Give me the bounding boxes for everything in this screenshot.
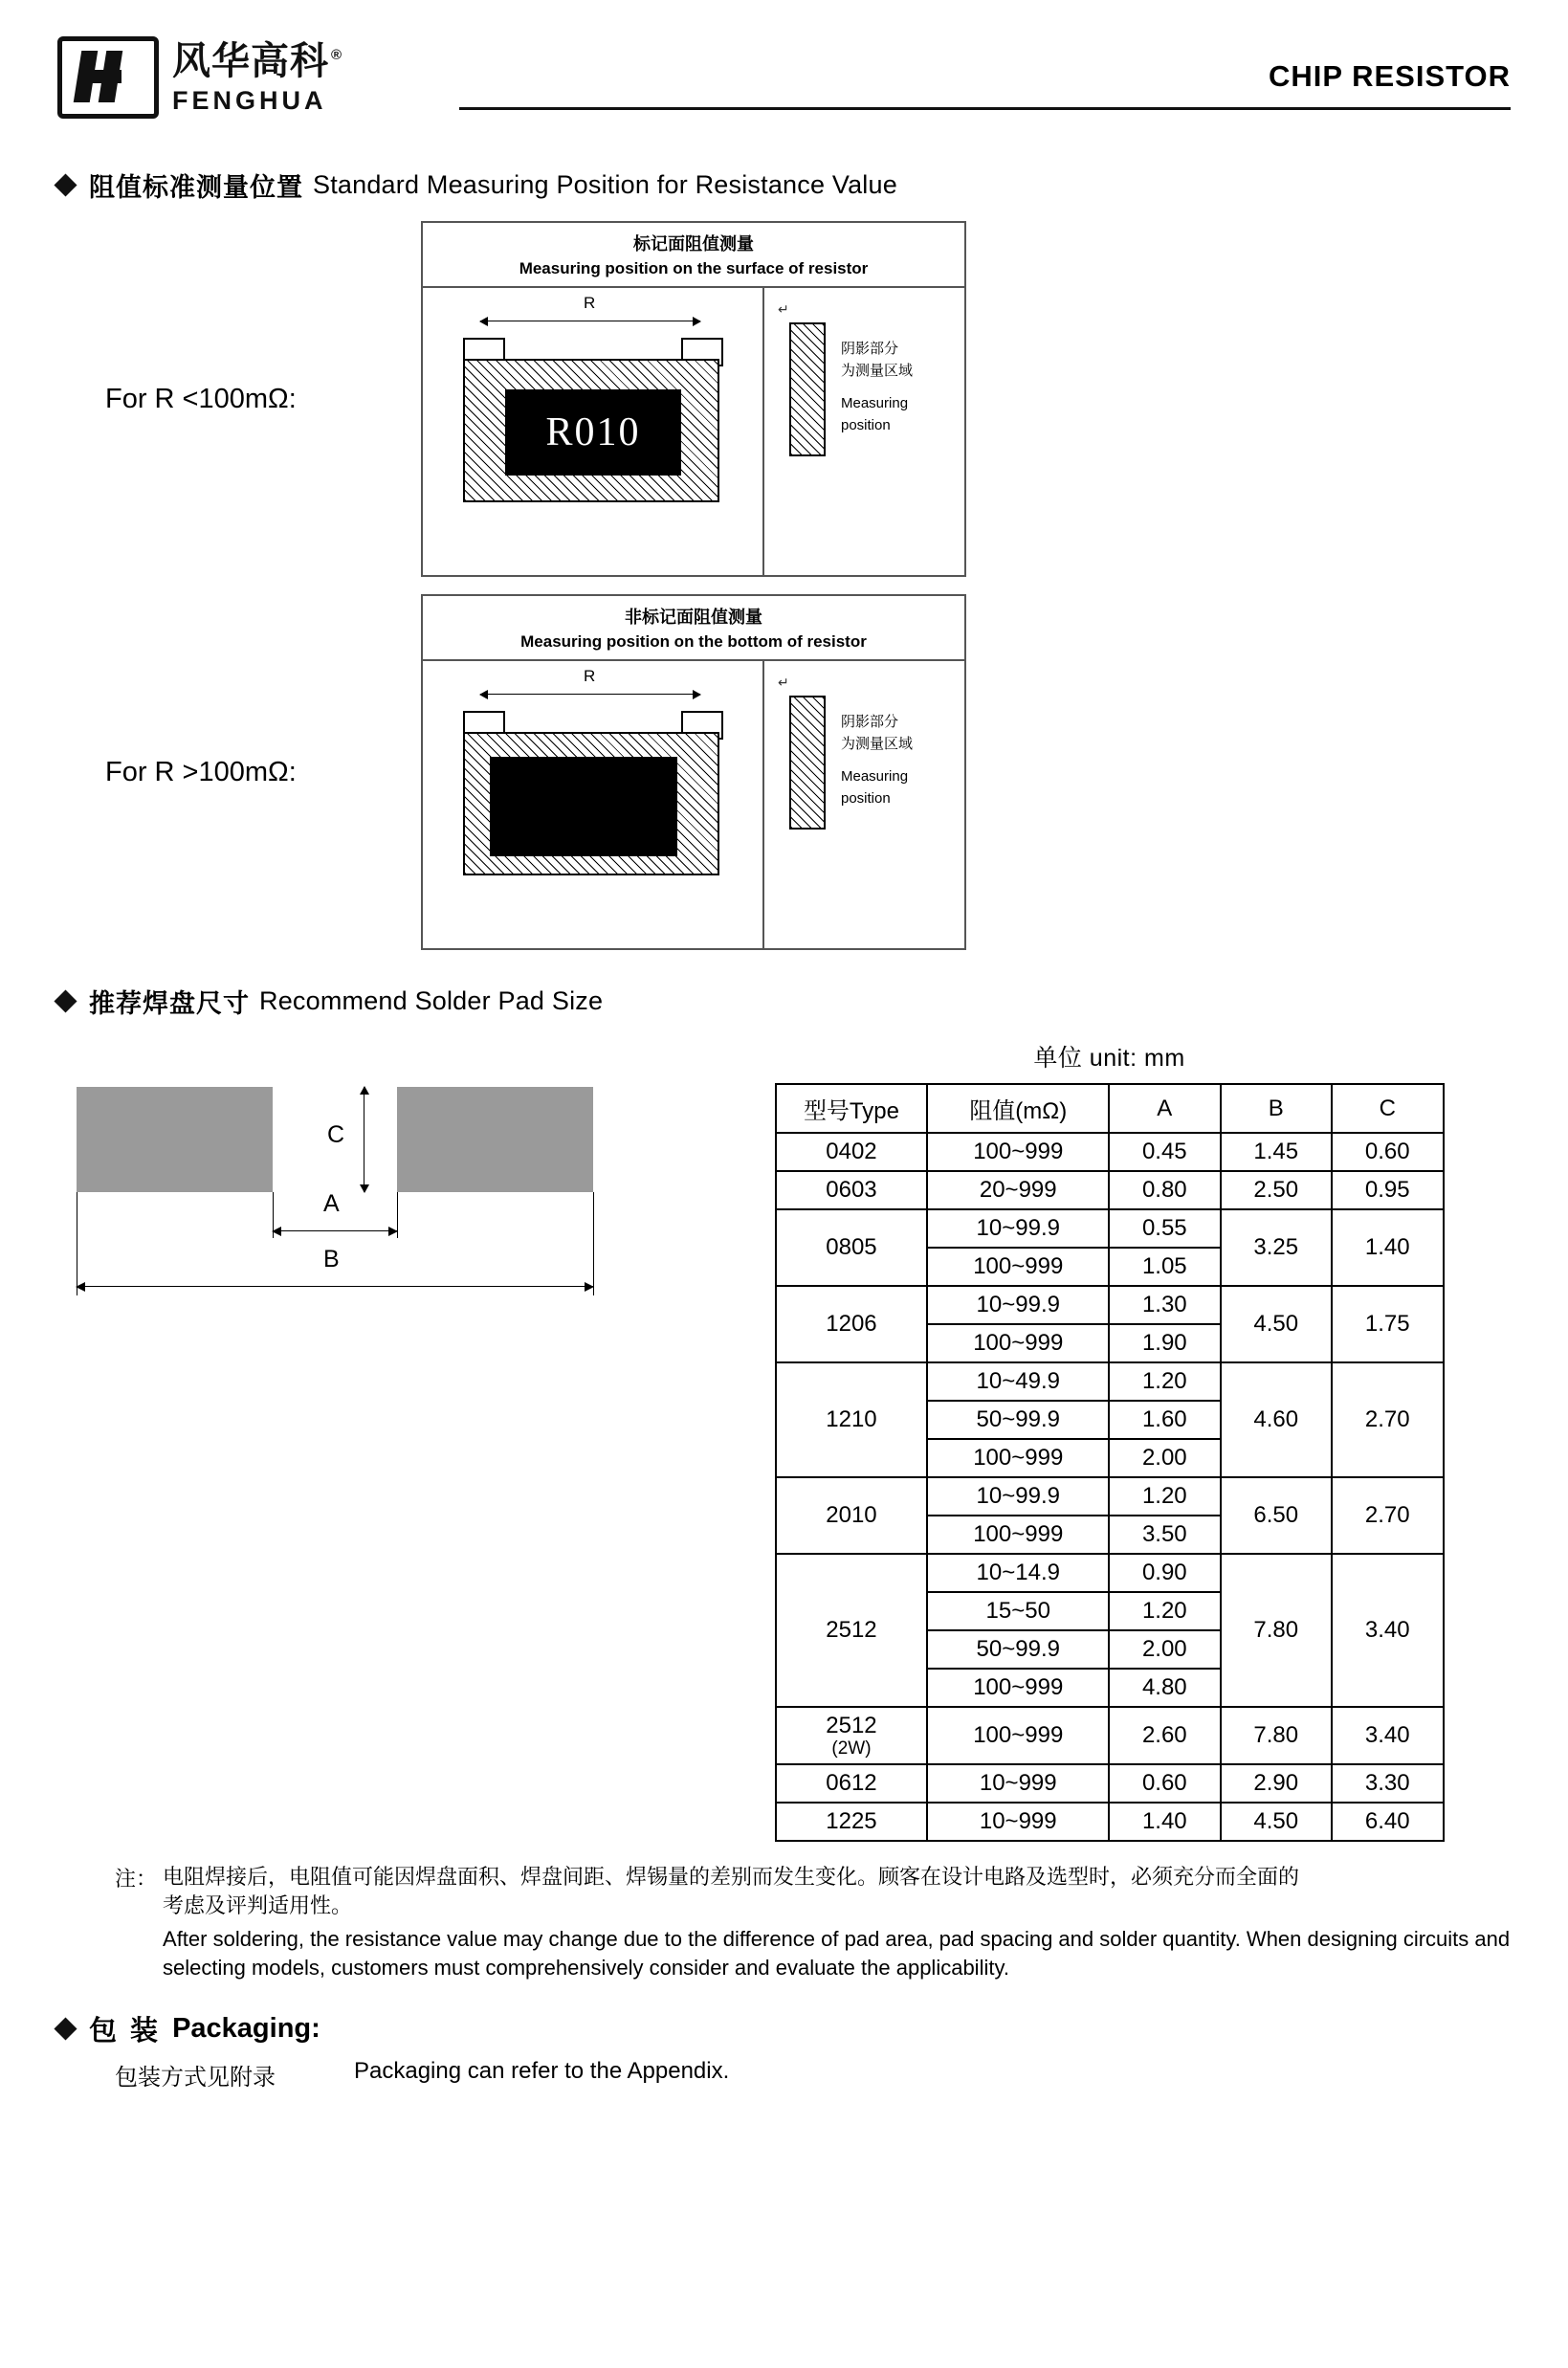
table-row bbox=[776, 1171, 1444, 1209]
section1-title-cn: 阻值标准测量位置 bbox=[89, 173, 303, 202]
cell-resistance: 100~999 bbox=[927, 1324, 1109, 1362]
figure-title-en-2: Measuring position on the bottom of resistor bbox=[423, 631, 964, 661]
column-header-resistance: 阻值(mΩ) bbox=[927, 1084, 1109, 1133]
cell-b: 2.50 bbox=[1221, 1171, 1332, 1209]
legend-cn-line2: 为测量区域 bbox=[841, 363, 914, 380]
table-row bbox=[776, 1133, 1444, 1171]
cell-a: 2.00 bbox=[1109, 1439, 1220, 1477]
cell-b: 6.50 bbox=[1221, 1477, 1332, 1554]
cell-resistance: 15~50 bbox=[927, 1592, 1109, 1630]
diamond-bullet-icon-3 bbox=[54, 2018, 77, 2041]
cell-resistance: 100~999 bbox=[927, 1669, 1109, 1707]
section-heading-measuring-position bbox=[57, 166, 1511, 204]
notes-cn-line2: 考虑及评判适用性。 bbox=[163, 1893, 353, 1918]
cell-type: 2512 bbox=[776, 1554, 928, 1707]
cell-a: 1.20 bbox=[1109, 1592, 1220, 1630]
cell-a: 0.90 bbox=[1109, 1554, 1220, 1592]
measuring-figure-surface bbox=[421, 221, 966, 577]
figure-title-cn-2: 非标记面阻值测量 bbox=[625, 608, 762, 627]
notes-label: 注： bbox=[115, 1866, 158, 1891]
cell-resistance: 10~999 bbox=[927, 1764, 1109, 1803]
table-header-row bbox=[776, 1084, 1444, 1133]
table-row bbox=[776, 1554, 1444, 1592]
cell-resistance: 10~99.9 bbox=[927, 1286, 1109, 1324]
cell-b: 1.45 bbox=[1221, 1133, 1332, 1171]
cell-resistance: 10~99.9 bbox=[927, 1209, 1109, 1248]
measuring-area-hatch-2 bbox=[463, 732, 719, 875]
page-header bbox=[57, 0, 1511, 134]
cell-a: 0.45 bbox=[1109, 1133, 1220, 1171]
dimension-c-label: C bbox=[327, 1121, 345, 1148]
cell-resistance: 10~49.9 bbox=[927, 1362, 1109, 1401]
solder-pad-table bbox=[775, 1083, 1445, 1842]
dimension-a-arrow bbox=[273, 1230, 397, 1231]
cell-b: 4.50 bbox=[1221, 1803, 1332, 1841]
dimension-b-arrow bbox=[77, 1286, 593, 1287]
column-header-type: 型号Type bbox=[776, 1084, 928, 1133]
cell-c: 0.95 bbox=[1332, 1171, 1444, 1209]
cell-resistance: 100~999 bbox=[927, 1439, 1109, 1477]
return-mark-icon-2: ↵ bbox=[778, 675, 789, 690]
cell-c: 3.40 bbox=[1332, 1554, 1444, 1707]
cell-type: 1206 bbox=[776, 1286, 928, 1362]
measuring-case-low-label: For R <100mΩ: bbox=[105, 383, 297, 414]
cell-type: 2010 bbox=[776, 1477, 928, 1554]
packaging-note bbox=[57, 2058, 1511, 2091]
cell-resistance: 10~999 bbox=[927, 1803, 1109, 1841]
section2-title-en: Recommend Solder Pad Size bbox=[259, 986, 604, 1015]
packaging-title-en: Packaging: bbox=[172, 2013, 320, 2045]
figure-resistor-drawing bbox=[423, 288, 764, 575]
registered-trademark-icon: ® bbox=[331, 47, 343, 64]
cell-resistance: 20~999 bbox=[927, 1171, 1109, 1209]
section1-title-en: Standard Measuring Position for Resistance Value bbox=[313, 170, 897, 199]
column-header-b: B bbox=[1221, 1084, 1332, 1133]
logo-company-cn: 风华高科 bbox=[172, 39, 329, 82]
packaging-note-cn: 包装方式见附录 bbox=[115, 2065, 276, 2091]
header-title: CHIP RESISTOR bbox=[1268, 59, 1511, 93]
cell-b: 3.25 bbox=[1221, 1209, 1332, 1286]
cell-a: 1.90 bbox=[1109, 1324, 1220, 1362]
cell-c: 2.70 bbox=[1332, 1477, 1444, 1554]
cell-resistance: 100~999 bbox=[927, 1707, 1109, 1764]
solder-pad-content bbox=[57, 1029, 1511, 1842]
r-dimension-label-2: R bbox=[584, 667, 596, 685]
table-row bbox=[776, 1362, 1444, 1401]
measuring-area-hatch bbox=[463, 359, 719, 502]
cell-resistance: 50~99.9 bbox=[927, 1630, 1109, 1669]
cell-a: 0.60 bbox=[1109, 1764, 1220, 1803]
cell-type: 0402 bbox=[776, 1133, 928, 1171]
cell-a: 1.40 bbox=[1109, 1803, 1220, 1841]
cell-b: 7.80 bbox=[1221, 1554, 1332, 1707]
measuring-figure-bottom bbox=[421, 594, 966, 950]
table-row bbox=[776, 1707, 1444, 1764]
cell-a: 2.00 bbox=[1109, 1630, 1220, 1669]
legend-cn-line2-2: 为测量区域 bbox=[841, 736, 914, 753]
cell-resistance: 100~999 bbox=[927, 1133, 1109, 1171]
cell-type: 1225 bbox=[776, 1803, 928, 1841]
dimension-a-label: A bbox=[323, 1190, 340, 1217]
pad-left-rect bbox=[77, 1087, 273, 1192]
notes-block bbox=[57, 1863, 1511, 1982]
solder-pad-diagram bbox=[57, 1029, 708, 1842]
packaging-note-en: Packaging can refer to the Appendix. bbox=[354, 2058, 730, 2085]
cell-c: 3.30 bbox=[1332, 1764, 1444, 1803]
cell-type: 0805 bbox=[776, 1209, 928, 1286]
table-row bbox=[776, 1764, 1444, 1803]
table-row bbox=[776, 1209, 1444, 1248]
diamond-bullet-icon-2 bbox=[54, 989, 77, 1012]
legend-hatch-swatch-2 bbox=[789, 696, 826, 830]
cell-type-sub: (2W) bbox=[831, 1738, 872, 1759]
section2-title-cn: 推荐焊盘尺寸 bbox=[89, 989, 250, 1018]
cell-c: 1.75 bbox=[1332, 1286, 1444, 1362]
cell-c: 0.60 bbox=[1332, 1133, 1444, 1171]
pad-right-rect bbox=[397, 1087, 593, 1192]
section-heading-packaging bbox=[57, 2009, 1511, 2048]
cell-a: 2.60 bbox=[1109, 1707, 1220, 1764]
logo-text bbox=[172, 39, 343, 115]
legend-cn-line1: 阴影部分 bbox=[841, 341, 899, 357]
cell-resistance: 10~14.9 bbox=[927, 1554, 1109, 1592]
legend-en-line1-2: Measuring bbox=[841, 767, 909, 785]
cell-c: 1.40 bbox=[1332, 1209, 1444, 1286]
cell-resistance: 10~99.9 bbox=[927, 1477, 1109, 1516]
cell-type: 1210 bbox=[776, 1362, 928, 1477]
table-row bbox=[776, 1286, 1444, 1324]
header-divider bbox=[459, 107, 1511, 110]
r-dimension-label: R bbox=[584, 294, 596, 312]
cell-a: 3.50 bbox=[1109, 1516, 1220, 1554]
table-row bbox=[776, 1477, 1444, 1516]
legend-en-line2-2: position bbox=[841, 789, 891, 807]
cell-resistance: 50~99.9 bbox=[927, 1401, 1109, 1439]
figure-legend-2 bbox=[764, 661, 964, 948]
cell-a: 0.55 bbox=[1109, 1209, 1220, 1248]
cell-b: 4.60 bbox=[1221, 1362, 1332, 1477]
cell-b: 7.80 bbox=[1221, 1707, 1332, 1764]
cell-c: 3.40 bbox=[1332, 1707, 1444, 1764]
legend-en-line2: position bbox=[841, 416, 891, 433]
figure-resistor-drawing-2 bbox=[423, 661, 764, 948]
figure-legend bbox=[764, 288, 964, 575]
cell-a: 0.80 bbox=[1109, 1171, 1220, 1209]
cell-b: 4.50 bbox=[1221, 1286, 1332, 1362]
section-heading-solder-pad bbox=[57, 983, 1511, 1020]
chip-bottom-face bbox=[490, 757, 677, 856]
chip-marking: R010 bbox=[505, 389, 681, 476]
measuring-case-low bbox=[57, 221, 1511, 577]
solder-pad-table-area bbox=[708, 1029, 1511, 1842]
table-row bbox=[776, 1803, 1444, 1841]
unit-note: 单位 unit: mm bbox=[1033, 1045, 1185, 1072]
dimension-b-label: B bbox=[323, 1246, 340, 1273]
legend-en-line1: Measuring bbox=[841, 394, 909, 411]
diamond-bullet-icon bbox=[54, 173, 77, 196]
notes-cn-line1: 电阻焊接后，电阻值可能因焊盘面积、焊盘间距、焊锡量的差别而发生变化。顾客在设计电路及选型时，必须充分而全面的 bbox=[163, 1864, 1300, 1889]
packaging-title-cn: 包 装 bbox=[89, 2016, 162, 2047]
r-dimension-arrow-2 bbox=[480, 694, 700, 695]
cell-type: 2512 (2W) bbox=[776, 1707, 928, 1764]
cell-resistance: 100~999 bbox=[927, 1516, 1109, 1554]
measuring-case-high bbox=[57, 594, 1511, 950]
cell-a: 1.30 bbox=[1109, 1286, 1220, 1324]
legend-hatch-swatch bbox=[789, 322, 826, 456]
cell-a: 1.20 bbox=[1109, 1362, 1220, 1401]
fenghua-logo-icon bbox=[57, 36, 159, 119]
cell-a: 1.60 bbox=[1109, 1401, 1220, 1439]
notes-en: After soldering, the resistance value may change due to the difference of pad area, pad spacing and solder quantity. When designing circuits and selecting models, customers must comprehensively consider and evaluate the applicability. bbox=[163, 1926, 1511, 1981]
cell-a: 4.80 bbox=[1109, 1669, 1220, 1707]
legend-cn-line1-2: 阴影部分 bbox=[841, 714, 899, 730]
measuring-case-high-label: For R >100mΩ: bbox=[105, 756, 297, 787]
logo-company-en: FENGHUA bbox=[172, 85, 327, 115]
return-mark-icon: ↵ bbox=[778, 301, 789, 317]
cell-b: 2.90 bbox=[1221, 1764, 1332, 1803]
cell-c: 2.70 bbox=[1332, 1362, 1444, 1477]
cell-resistance: 100~999 bbox=[927, 1248, 1109, 1286]
cell-type: 0603 bbox=[776, 1171, 928, 1209]
column-header-c: C bbox=[1332, 1084, 1444, 1133]
figure-title-cn: 标记面阻值测量 bbox=[633, 234, 754, 254]
cell-type: 0612 bbox=[776, 1764, 928, 1803]
cell-a: 1.20 bbox=[1109, 1477, 1220, 1516]
figure-title-en: Measuring position on the surface of resistor bbox=[423, 257, 964, 288]
cell-c: 6.40 bbox=[1332, 1803, 1444, 1841]
column-header-a: A bbox=[1109, 1084, 1220, 1133]
cell-a: 1.05 bbox=[1109, 1248, 1220, 1286]
